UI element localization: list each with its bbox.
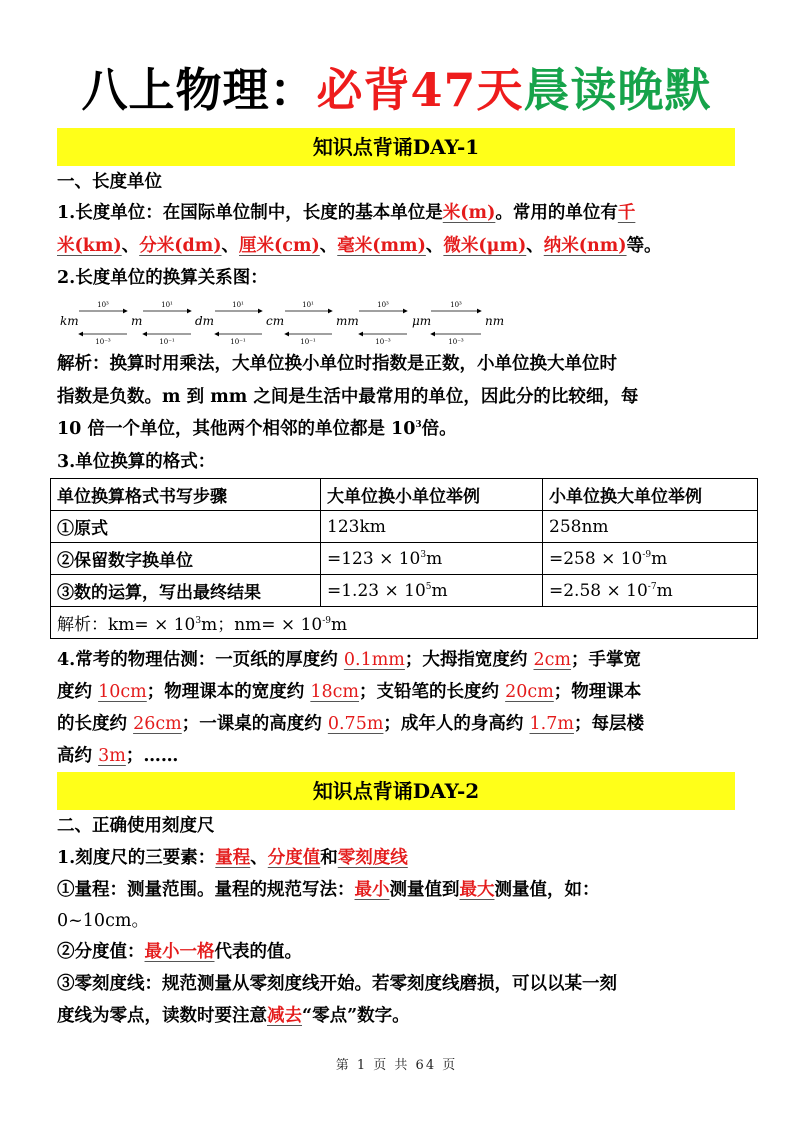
- analysis-line2: 指数是负数。m 到 mm 之间是生活中最常用的单位，因此分的比较细，每: [57, 387, 639, 407]
- up-factor-6: 10³: [450, 301, 462, 309]
- table-header-row: [51, 479, 758, 511]
- text: 。常用的单位有: [495, 203, 618, 223]
- answer-km-part: 千: [617, 203, 636, 223]
- table-cell: ③数的运算，写出最终结果: [51, 575, 321, 607]
- table-cell: [321, 543, 543, 575]
- estimate-line2: [57, 677, 739, 707]
- day2-section-title: 二、正确使用刻度尺: [57, 816, 215, 836]
- answer-mm: 毫米(mm): [337, 236, 426, 256]
- text: 4.常考的物理估测：一页纸的厚度约: [57, 650, 344, 670]
- text: =258 × 10: [549, 548, 643, 569]
- unit-conversion-table: [50, 478, 758, 639]
- table-cell: [543, 543, 758, 575]
- table-row: [51, 543, 758, 575]
- down-factor-4: 10⁻¹: [300, 338, 316, 346]
- text: m: [431, 580, 448, 601]
- table-cell: [321, 575, 543, 607]
- text: “零点”数字。: [302, 1006, 410, 1026]
- superscript: -7: [647, 581, 657, 592]
- answer: 最大: [459, 880, 495, 900]
- answer-dm: 分米(dm): [139, 236, 222, 256]
- text: =2.58 × 10: [549, 580, 648, 601]
- text: 、: [250, 848, 268, 868]
- table-cell: [543, 575, 758, 607]
- down-factor-6: 10⁻³: [448, 338, 464, 346]
- text: ；……: [125, 746, 179, 766]
- text: =1.23 × 10: [327, 580, 426, 601]
- text: ；支铅笔的长度约: [359, 682, 506, 702]
- day2-banner: 知识点背诵DAY-2: [57, 772, 735, 810]
- title-part1: 八上物理：: [81, 63, 317, 117]
- text: m: [651, 548, 668, 569]
- text: 、: [221, 236, 240, 256]
- answer: 0.1mm: [343, 650, 405, 670]
- table-cell: ①原式: [51, 511, 321, 543]
- answer: 减去: [267, 1006, 302, 1026]
- answer: 18cm: [310, 682, 360, 702]
- text: ；每层楼: [573, 714, 644, 734]
- down-factor-1: 10⁻³: [95, 338, 111, 346]
- table-header: 单位换算格式书写步骤: [51, 479, 321, 511]
- day2-p4-line2: [57, 1001, 739, 1031]
- text: 高约: [57, 746, 99, 766]
- text: 的长度约: [57, 714, 134, 734]
- superscript: -9: [642, 549, 652, 560]
- text: 代表的值。: [214, 942, 302, 962]
- estimate-line3: [57, 709, 739, 739]
- table-row: [51, 511, 758, 543]
- superscript: 3: [195, 616, 202, 626]
- table-header: 小单位换大单位举例: [543, 479, 758, 511]
- text: =123 × 10: [327, 548, 421, 569]
- answer-nm: 纳米(nm): [543, 236, 627, 256]
- table-note: [51, 607, 758, 639]
- page-title: [0, 62, 793, 118]
- superscript: -9: [322, 616, 331, 626]
- text: ；物理课本: [553, 682, 642, 702]
- text: 、: [425, 236, 444, 256]
- analysis-line3: [57, 414, 739, 444]
- up-factor-1: 10³: [97, 301, 109, 309]
- analysis-line1: 解析：换算时用乘法，大单位换小单位时指数是正数，小单位换大单位时: [57, 354, 617, 374]
- text: 1.长度单位：在国际单位制中，长度的基本单位是: [57, 203, 443, 223]
- superscript: 3: [420, 549, 427, 560]
- text: m: [331, 615, 348, 635]
- text: 和: [320, 848, 338, 868]
- estimate-line1: [57, 645, 739, 675]
- answer: 20cm: [505, 682, 554, 702]
- text: 10 倍一个单位，其他两个相邻的单位都是 10: [57, 419, 416, 439]
- day1-section-title: 一、长度单位: [57, 172, 162, 192]
- text: ①量程：测量范围。量程的规范写法：: [57, 880, 355, 900]
- text: ；一课桌的高度约: [181, 714, 328, 734]
- estimate-line4: [57, 741, 739, 771]
- up-factor-2: 10¹: [161, 301, 173, 309]
- answer-m: 米(m): [442, 203, 496, 223]
- text: ；物理课本的宽度约: [146, 682, 311, 702]
- table-row: [51, 575, 758, 607]
- text: 等。: [626, 236, 662, 256]
- text: 测量值，如：: [494, 880, 600, 900]
- unit-m: m: [131, 314, 143, 328]
- answer-cm: 厘米(cm): [239, 236, 320, 256]
- up-factor-4: 10¹: [302, 301, 314, 309]
- table-cell: 258nm: [543, 511, 758, 543]
- title-part2: 必背47天: [316, 63, 524, 117]
- up-factor-5: 10³: [377, 301, 389, 309]
- answer: 10cm: [98, 682, 147, 702]
- unit-conversion-diagram: [55, 296, 525, 346]
- day2-p2-line1: [57, 875, 739, 905]
- day1-banner: 知识点背诵DAY-1: [57, 128, 735, 166]
- unit-mm: mm: [336, 314, 359, 328]
- day1-p3: 3.单位换算的格式：: [57, 452, 216, 472]
- unit-km: km: [60, 314, 79, 328]
- down-factor-3: 10⁻¹: [230, 338, 246, 346]
- down-factor-5: 10⁻³: [375, 338, 391, 346]
- day1-p1-line2: [57, 231, 739, 261]
- answer: 零刻度线: [337, 848, 408, 868]
- text: ；手掌宽: [571, 650, 642, 670]
- text: 度线为零点，读数时要注意: [57, 1006, 267, 1026]
- unit-nm: nm: [485, 314, 505, 328]
- text: ；成年人的身高约: [383, 714, 530, 734]
- text: 、: [526, 236, 544, 256]
- day1-p2: 2.长度单位的换算关系图：: [57, 268, 268, 288]
- table-header: 大单位换小单位举例: [321, 479, 543, 511]
- day2-p2-line2: 0~10cm。: [57, 911, 149, 931]
- answer: 最小: [354, 880, 390, 900]
- table-note-row: [51, 607, 758, 639]
- answer: 最小一格: [144, 942, 215, 962]
- table-cell: 123km: [321, 511, 543, 543]
- day2-p4-line1: ③零刻度线：规范测量从零刻度线开始。若零刻度线磨损，可以以某一刻: [57, 974, 617, 994]
- answer: 0.75m: [327, 714, 384, 734]
- text: m；nm= × 10: [201, 615, 323, 635]
- text: ；大拇指宽度约: [404, 650, 534, 670]
- answer: 分度值: [267, 848, 321, 868]
- text: m: [426, 548, 443, 569]
- table-cell: ②保留数字换单位: [51, 543, 321, 575]
- text: 测量值到: [389, 880, 460, 900]
- text: 、: [319, 236, 338, 256]
- day2-p3: [57, 937, 739, 967]
- down-factor-2: 10⁻¹: [159, 338, 175, 346]
- text: m: [656, 580, 673, 601]
- superscript: 5: [425, 581, 432, 592]
- unit-dm: dm: [195, 314, 215, 328]
- unit-cm: cm: [266, 314, 285, 328]
- text: 度约: [57, 682, 99, 702]
- title-part3: 晨读晚默: [523, 63, 712, 117]
- answer: 1.7m: [529, 714, 574, 734]
- page-footer: 第 1 页 共 64 页: [335, 1058, 458, 1073]
- answer: 2cm: [533, 650, 572, 670]
- answer: 3m: [98, 746, 126, 766]
- text: 解析：km= × 10: [57, 615, 196, 635]
- text: ②分度值：: [57, 942, 145, 962]
- text: 1.刻度尺的三要素：: [57, 848, 216, 868]
- text: 、: [121, 236, 140, 256]
- answer-km: 米(km): [57, 236, 122, 256]
- answer-um: 微米(μm): [443, 236, 527, 256]
- unit-um: μm: [412, 314, 432, 328]
- day1-p1-line1: [57, 198, 739, 228]
- text: 倍。: [421, 419, 457, 439]
- answer: 量程: [215, 848, 251, 868]
- day2-p1: [57, 843, 739, 873]
- superscript: 3: [415, 420, 422, 430]
- up-factor-3: 10¹: [232, 301, 244, 309]
- answer: 26cm: [133, 714, 182, 734]
